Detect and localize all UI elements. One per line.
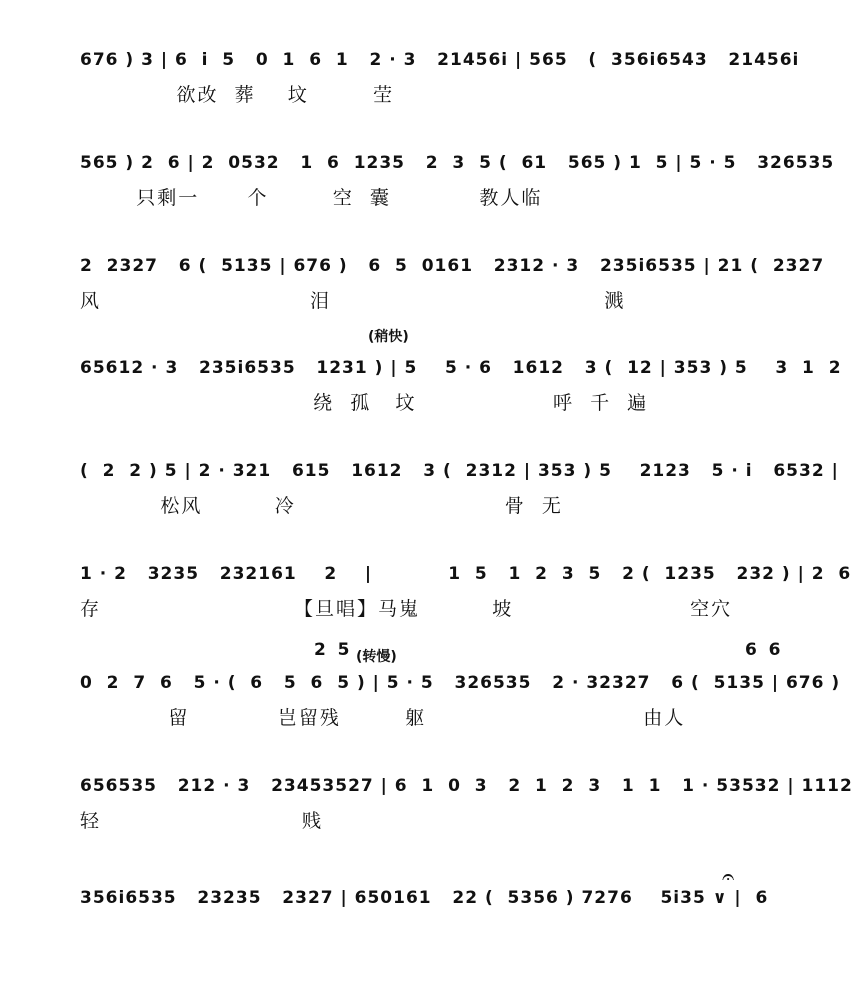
notation-line: 356i6535 23235 2327 | 650161 22 ( 5356 ) 7276 5i35 ∨ | 6 [80, 888, 769, 908]
lyric-line: 存 【旦唱】马嵬 坡 空穴 [80, 598, 733, 620]
notation-line: 565 ) 2 6 | 2 0532 1 6 1235 2 3 5 ( 61 565 ) 1 5 | 5 · 5 326535 [80, 153, 835, 173]
grace-notes-2-5: 2 5 [314, 640, 350, 660]
lyric-line [80, 919, 800, 947]
notation-line: 1 · 2 3235 232161 2 | 1 5 1 2 3 5 2 ( 1235 232 ) | 2 6 [80, 564, 852, 584]
notation-line: 0 2 7 6 5 · ( 6 5 6 5 ) | 5 · 5 326535 2 · 32327 6 ( 5135 | 676 ) [80, 673, 841, 693]
notation-line: 656535 212 · 3 23453527 | 6 1 0 3 2 1 2 3 1 1 1 · 53532 | 1112 [80, 776, 853, 796]
lyric-line: 松风 冷 骨 无 [80, 495, 563, 517]
notation-line: 2 2327 6 ( 5135 | 676 ) 6 5 0161 2312 · 3 235i6535 | 21 ( 2327 [80, 256, 825, 276]
grace-notes-6-6: 6 6 [745, 640, 781, 660]
fermata-symbol: 𝄐 [722, 865, 735, 890]
notation-line: 676 ) 3 | 6 i 5 0 1 6 1 2 · 3 21456i | 565 ( 356i6543 21456i [80, 50, 800, 70]
lyric-line: 欲改 葬 坟 茔 [80, 84, 395, 106]
lyric-line: 绕 孤 坟 呼 千 遍 [80, 392, 649, 414]
tempo-mark-slower: (转慢) [356, 649, 397, 665]
notation-line: ( 2 2 ) 5 | 2 · 321 615 1612 3 ( 2312 | 353 ) 5 2123 5 · i 6532 | [80, 461, 839, 481]
lyric-line: 只剩一 个 空 囊 教人临 [80, 187, 543, 209]
notation-line: 65612 · 3 235i6535 1231 ) | 5 5 · 6 1612 3 ( 12 | 353 ) 5 3 1 2 [80, 358, 842, 378]
lyric-line: 留 岂留残 躯 由人 [80, 707, 686, 729]
lyric-line: 轻 贱 [80, 810, 323, 832]
lyric-line: 风 泪 溅 [80, 290, 626, 312]
tempo-mark-slightly-faster: (稍快) [368, 329, 409, 345]
